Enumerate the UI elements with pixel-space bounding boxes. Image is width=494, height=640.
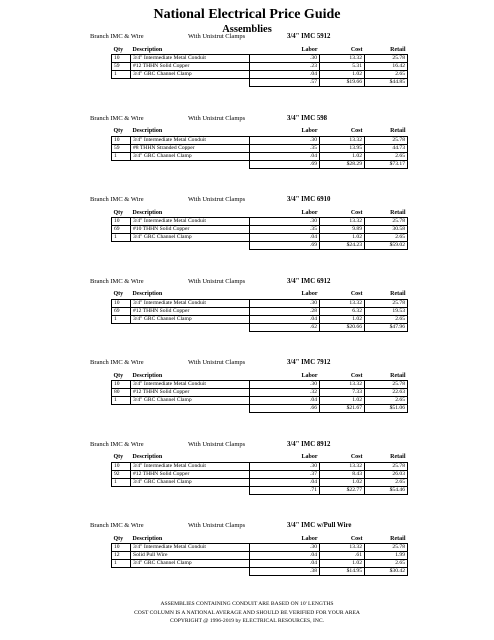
col-retail: Retail <box>390 209 406 216</box>
section-clamp: With Unistrut Clamps <box>188 522 246 529</box>
cell-labor: .04 <box>250 152 320 160</box>
total-labor: .57 <box>250 79 320 87</box>
total-cost: $21.67 <box>320 405 365 413</box>
cell-labor: .28 <box>250 307 320 315</box>
col-cost: Cost <box>350 128 363 134</box>
col-description: Description <box>132 535 163 542</box>
table-row <box>112 152 408 160</box>
cell-description: #8 THHN Stranded Copper <box>131 144 250 152</box>
section-category: Branch IMC & Wire <box>90 277 144 285</box>
cell-qty: 92 <box>112 470 131 478</box>
cell-retail: 44.73 <box>365 144 408 152</box>
cell-description: 3/4" Intermediate Metal Conduit <box>131 136 250 144</box>
page-subtitle: Assemblies <box>222 24 272 35</box>
table-row <box>112 226 408 234</box>
table-row <box>112 462 408 470</box>
total-cost: $20.66 <box>320 323 365 331</box>
cell-qty: 10 <box>112 544 131 552</box>
total-labor: .66 <box>250 405 320 413</box>
section-category: Branch IMC & Wire <box>90 440 144 448</box>
col-cost: Cost <box>350 209 363 216</box>
col-cost: Cost <box>350 535 363 542</box>
cell-qty: 59 <box>112 144 131 152</box>
page-footer <box>0 600 494 626</box>
col-qty: Qty <box>113 372 124 379</box>
cell-qty: 10 <box>112 381 131 389</box>
cell-description: 3/4" GRC Channel Clamp <box>131 478 250 486</box>
section-header <box>0 115 494 127</box>
col-labor: Labor <box>301 454 318 460</box>
col-description: Description <box>132 128 163 134</box>
cell-labor: .04 <box>250 560 320 568</box>
cell-qty: 1 <box>112 560 131 568</box>
cell-retail: 2.65 <box>365 397 408 405</box>
cell-retail: 25.78 <box>365 218 408 226</box>
assembly-section <box>0 359 494 411</box>
total-retail: $59.02 <box>365 242 408 250</box>
col-retail: Retail <box>390 535 406 542</box>
total-cost: $14.95 <box>320 568 365 576</box>
page-title: National Electrical Price Guide <box>153 7 341 22</box>
col-qty: Qty <box>113 46 124 53</box>
section-category: Branch IMC & Wire <box>90 522 144 529</box>
cell-description: #12 THHN Solid Copper <box>131 63 250 71</box>
col-description: Description <box>132 454 163 460</box>
table-row <box>112 381 408 389</box>
cell-retail: 30.58 <box>365 226 408 234</box>
cell-cost: 13.32 <box>320 299 365 307</box>
section-assembly-name: 3/4" IMC 8912 <box>287 440 331 448</box>
cell-cost: 1.02 <box>320 397 365 405</box>
assembly-table <box>111 371 408 413</box>
col-qty: Qty <box>113 209 124 216</box>
cell-qty: 80 <box>112 389 131 397</box>
cell-labor: .35 <box>250 226 320 234</box>
footer-note-cost: COST COLUMN IS A NATIONAL AVERAGE AND SHOULD BE VERIFIED FOR YOUR AREA <box>134 609 360 616</box>
table-row <box>112 144 408 152</box>
cell-qty: 12 <box>112 552 131 560</box>
total-cost: $24.23 <box>320 242 365 250</box>
table-header-row <box>112 534 408 544</box>
table-row <box>112 397 408 405</box>
cell-labor: .30 <box>250 299 320 307</box>
col-description: Description <box>132 209 163 216</box>
section-header <box>0 278 494 290</box>
table-row <box>112 55 408 63</box>
col-cost: Cost <box>350 291 363 297</box>
section-clamp: With Unistrut Clamps <box>188 440 246 448</box>
table-row <box>112 478 408 486</box>
total-retail: $47.96 <box>365 323 408 331</box>
cell-labor: .35 <box>250 144 320 152</box>
section-category: Branch IMC & Wire <box>90 359 144 366</box>
cell-retail: 2.65 <box>365 478 408 486</box>
cell-cost: 13.32 <box>320 55 365 63</box>
cell-retail: 26.03 <box>365 470 408 478</box>
col-qty: Qty <box>113 454 124 460</box>
col-cost: Cost <box>350 372 363 379</box>
cell-labor: .04 <box>250 71 320 79</box>
table-total-row <box>112 79 408 87</box>
total-labor: .62 <box>250 323 320 331</box>
cell-retail: 2.65 <box>365 152 408 160</box>
table-row <box>112 63 408 71</box>
cell-qty: 1 <box>112 397 131 405</box>
cell-labor: .30 <box>250 218 320 226</box>
section-assembly-name: 3/4" IMC 6910 <box>287 196 331 203</box>
cell-labor: .30 <box>250 462 320 470</box>
table-total-row <box>112 160 408 168</box>
total-cost: $22.77 <box>320 486 365 494</box>
cell-qty: 1 <box>112 152 131 160</box>
col-retail: Retail <box>390 372 406 379</box>
section-clamp: With Unistrut Clamps <box>188 359 246 366</box>
cell-labor: .30 <box>250 381 320 389</box>
assembly-table <box>111 45 408 87</box>
table-total-row <box>112 405 408 413</box>
total-retail: $30.42 <box>365 568 408 576</box>
cell-retail: 25.78 <box>365 136 408 144</box>
section-category: Branch IMC & Wire <box>90 33 144 40</box>
assembly-table <box>111 127 408 169</box>
assembly-section <box>0 277 494 330</box>
section-clamp: With Unistrut Clamps <box>188 196 246 203</box>
total-retail: $44.85 <box>365 79 408 87</box>
cell-retail: 16.42 <box>365 63 408 71</box>
section-header <box>0 522 494 534</box>
cell-qty: 1 <box>112 478 131 486</box>
table-row <box>112 470 408 478</box>
cell-cost: 6.32 <box>320 307 365 315</box>
cell-cost: 1.02 <box>320 71 365 79</box>
table-row <box>112 299 408 307</box>
col-retail: Retail <box>390 454 406 460</box>
footer-note-lengths: ASSEMBLIES CONTAINING CONDUIT ARE BASED ON 10' LENGTHS <box>160 601 334 607</box>
cell-description: 3/4" Intermediate Metal Conduit <box>131 462 250 470</box>
cell-cost: 13.32 <box>320 218 365 226</box>
cell-cost: 1.02 <box>320 152 365 160</box>
assembly-table <box>111 534 408 576</box>
cell-labor: .04 <box>250 315 320 323</box>
cell-cost: 1.02 <box>320 560 365 568</box>
table-header-row <box>112 127 408 137</box>
cell-cost: 1.02 <box>320 315 365 323</box>
cell-retail: 25.78 <box>365 299 408 307</box>
table-total-row <box>112 486 408 494</box>
cell-description: 3/4" GRC Channel Clamp <box>131 397 250 405</box>
cell-qty: 69 <box>112 307 131 315</box>
cell-qty: 10 <box>112 462 131 470</box>
table-row <box>112 307 408 315</box>
cell-description: 3/4" Intermediate Metal Conduit <box>131 55 250 63</box>
section-assembly-name: 3/4" IMC 7912 <box>287 359 331 366</box>
cell-description: #12 THHN Solid Copper <box>131 470 250 478</box>
col-labor: Labor <box>301 535 318 542</box>
cell-cost: 13.32 <box>320 381 365 389</box>
cell-qty: 10 <box>112 136 131 144</box>
table-row <box>112 136 408 144</box>
table-header-row <box>112 208 408 218</box>
cell-labor: .04 <box>250 552 320 560</box>
section-header <box>0 196 494 208</box>
col-labor: Labor <box>301 291 318 297</box>
col-retail: Retail <box>390 291 406 297</box>
total-cost: $19.66 <box>320 79 365 87</box>
section-clamp: With Unistrut Clamps <box>188 33 246 40</box>
table-total-row <box>112 568 408 576</box>
section-category: Branch IMC & Wire <box>90 196 144 203</box>
cell-qty: 10 <box>112 55 131 63</box>
assembly-section <box>0 440 494 493</box>
col-labor: Labor <box>301 128 318 134</box>
col-labor: Labor <box>301 372 318 379</box>
cell-labor: .37 <box>250 470 320 478</box>
section-assembly-name: 3/4" IMC 5912 <box>287 33 331 40</box>
cell-labor: .30 <box>250 544 320 552</box>
table-total-row <box>112 323 408 331</box>
cell-cost: 13.32 <box>320 462 365 470</box>
table-row <box>112 544 408 552</box>
section-clamp: With Unistrut Clamps <box>188 114 246 122</box>
cell-retail: 22.63 <box>365 389 408 397</box>
total-labor: .69 <box>250 242 320 250</box>
cell-description: 3/4" GRC Channel Clamp <box>131 560 250 568</box>
cell-cost: .61 <box>320 552 365 560</box>
cell-cost: 8.43 <box>320 470 365 478</box>
assembly-section <box>0 522 494 574</box>
footer-copyright: COPYRIGHT @ 1996-2019 by ELECTRICAL RESOURCES, INC. <box>169 618 324 624</box>
cell-retail: 2.65 <box>365 234 408 242</box>
section-category: Branch IMC & Wire <box>90 114 144 122</box>
assembly-table <box>111 208 408 250</box>
col-description: Description <box>132 291 163 297</box>
cell-qty: 10 <box>112 218 131 226</box>
cell-labor: .30 <box>250 55 320 63</box>
col-cost: Cost <box>350 454 363 460</box>
cell-labor: .04 <box>250 478 320 486</box>
cell-description: #12 THHN Solid Copper <box>131 307 250 315</box>
section-assembly-name: 3/4" IMC 6912 <box>287 277 331 285</box>
cell-retail: 2.65 <box>365 315 408 323</box>
table-row <box>112 389 408 397</box>
section-header <box>0 33 494 45</box>
cell-description: #10 THHN Solid Copper <box>131 226 250 234</box>
cell-cost: 5.31 <box>320 63 365 71</box>
total-cost: $28.29 <box>320 160 365 168</box>
col-description: Description <box>132 46 163 53</box>
section-assembly-name: 3/4" IMC w/Pull Wire <box>287 522 352 529</box>
cell-cost: 9.89 <box>320 226 365 234</box>
col-retail: Retail <box>390 46 406 53</box>
table-row <box>112 218 408 226</box>
assembly-section <box>0 196 494 248</box>
cell-labor: .32 <box>250 389 320 397</box>
cell-retail: 25.78 <box>365 544 408 552</box>
col-qty: Qty <box>113 535 124 542</box>
col-description: Description <box>132 372 163 379</box>
cell-description: Solid Pull Wire <box>131 552 250 560</box>
cell-labor: .23 <box>250 63 320 71</box>
cell-cost: 13.95 <box>320 144 365 152</box>
cell-labor: .30 <box>250 136 320 144</box>
cell-description: 3/4" GRC Channel Clamp <box>131 315 250 323</box>
total-labor: .71 <box>250 486 320 494</box>
cell-description: 3/4" GRC Channel Clamp <box>131 152 250 160</box>
cell-qty: 10 <box>112 299 131 307</box>
cell-cost: 1.02 <box>320 234 365 242</box>
cell-description: 3/4" Intermediate Metal Conduit <box>131 218 250 226</box>
cell-description: 3/4" Intermediate Metal Conduit <box>131 544 250 552</box>
cell-retail: 25.78 <box>365 462 408 470</box>
cell-qty: 1 <box>112 234 131 242</box>
cell-qty: 1 <box>112 71 131 79</box>
section-assembly-name: 3/4" IMC 598 <box>287 114 328 122</box>
col-qty: Qty <box>113 291 124 297</box>
cell-retail: 2.65 <box>365 71 408 79</box>
cell-qty: 1 <box>112 315 131 323</box>
cell-cost: 1.02 <box>320 478 365 486</box>
table-row <box>112 560 408 568</box>
cell-retail: 2.65 <box>365 560 408 568</box>
cell-qty: 59 <box>112 63 131 71</box>
assembly-section <box>0 33 494 85</box>
col-cost: Cost <box>350 46 363 53</box>
table-row <box>112 552 408 560</box>
table-row <box>112 234 408 242</box>
col-qty: Qty <box>113 128 124 134</box>
cell-description: 3/4" GRC Channel Clamp <box>131 234 250 242</box>
col-retail: Retail <box>390 128 406 134</box>
section-clamp: With Unistrut Clamps <box>188 277 246 285</box>
cell-retail: 19.53 <box>365 307 408 315</box>
total-labor: .69 <box>250 160 320 168</box>
cell-description: #12 THHN Solid Copper <box>131 389 250 397</box>
assembly-table <box>111 453 408 495</box>
cell-description: 3/4" GRC Channel Clamp <box>131 71 250 79</box>
cell-description: 3/4" Intermediate Metal Conduit <box>131 381 250 389</box>
total-retail: $73.17 <box>365 160 408 168</box>
assembly-section <box>0 114 494 167</box>
table-total-row <box>112 242 408 250</box>
assembly-table <box>111 290 408 332</box>
col-labor: Labor <box>301 46 318 53</box>
table-row <box>112 71 408 79</box>
total-retail: $54.46 <box>365 486 408 494</box>
table-header-row <box>112 290 408 300</box>
col-labor: Labor <box>301 209 318 216</box>
total-retail: $51.06 <box>365 405 408 413</box>
cell-retail: 1.99 <box>365 552 408 560</box>
cell-labor: .04 <box>250 397 320 405</box>
section-header <box>0 441 494 453</box>
table-header-row <box>112 45 408 55</box>
cell-cost: 13.32 <box>320 544 365 552</box>
cell-description: 3/4" Intermediate Metal Conduit <box>131 299 250 307</box>
cell-cost: 13.32 <box>320 136 365 144</box>
cell-cost: 7.33 <box>320 389 365 397</box>
cell-qty: 69 <box>112 226 131 234</box>
table-header-row <box>112 453 408 463</box>
table-header-row <box>112 371 408 381</box>
section-header <box>0 359 494 371</box>
table-row <box>112 315 408 323</box>
total-labor: .38 <box>250 568 320 576</box>
cell-retail: 25.78 <box>365 381 408 389</box>
cell-retail: 25.78 <box>365 55 408 63</box>
cell-labor: .04 <box>250 234 320 242</box>
